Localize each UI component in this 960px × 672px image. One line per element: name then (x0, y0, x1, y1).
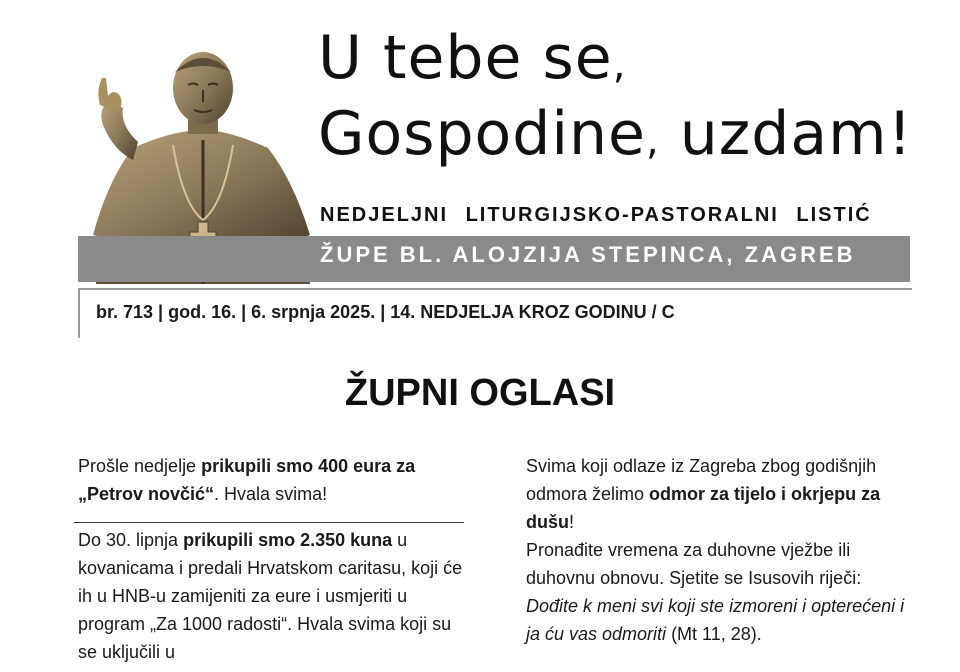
title-line-1: U tebe se, (318, 23, 627, 93)
page-heading: ŽUPNI OGLASI (344, 372, 616, 414)
issue-info: br. 713 | god. 16. | 6. srpnja 2025. | 14. NEDJELJA KROZ GODINU / C (96, 302, 675, 322)
divider (74, 522, 464, 523)
title-line-2: Gospodine, uzdam! (318, 99, 913, 169)
announcement-caritas: Do 30. lipnja prikupili smo 2.350 kuna u kovanicama i predali Hrvatskom caritasu, koji će ih u HNB-u zamijeniti za eure i usmjeriti u program „Za 1000 radosti“. Hvala svima koji su se uključili u (78, 530, 463, 662)
announcement-petrov: Prošle nedjelje prikupili smo 400 eura za „Petrov novčić“. Hvala svima! (78, 456, 416, 504)
parish-name: ŽUPE BL. ALOJZIJA STEPINCA, ZAGREB (320, 242, 856, 267)
subtitle: NEDJELJNI LITURGIJSKO-PASTORALNI LISTIĆ (320, 204, 872, 226)
announcement-holiday: Svima koji odlaze iz Zagreba zbog godišnjih odmora želimo odmor za tijelo i okrjepu za dušu! Pronađite vremena za duhovne vježbe ili duhovnu obnovu. Sjetite se Isusovih riječi: Dođite k meni svi koji ste izmoreni i opterećeni i ja ću vas odmoriti (Mt 11, 28). (526, 456, 905, 644)
